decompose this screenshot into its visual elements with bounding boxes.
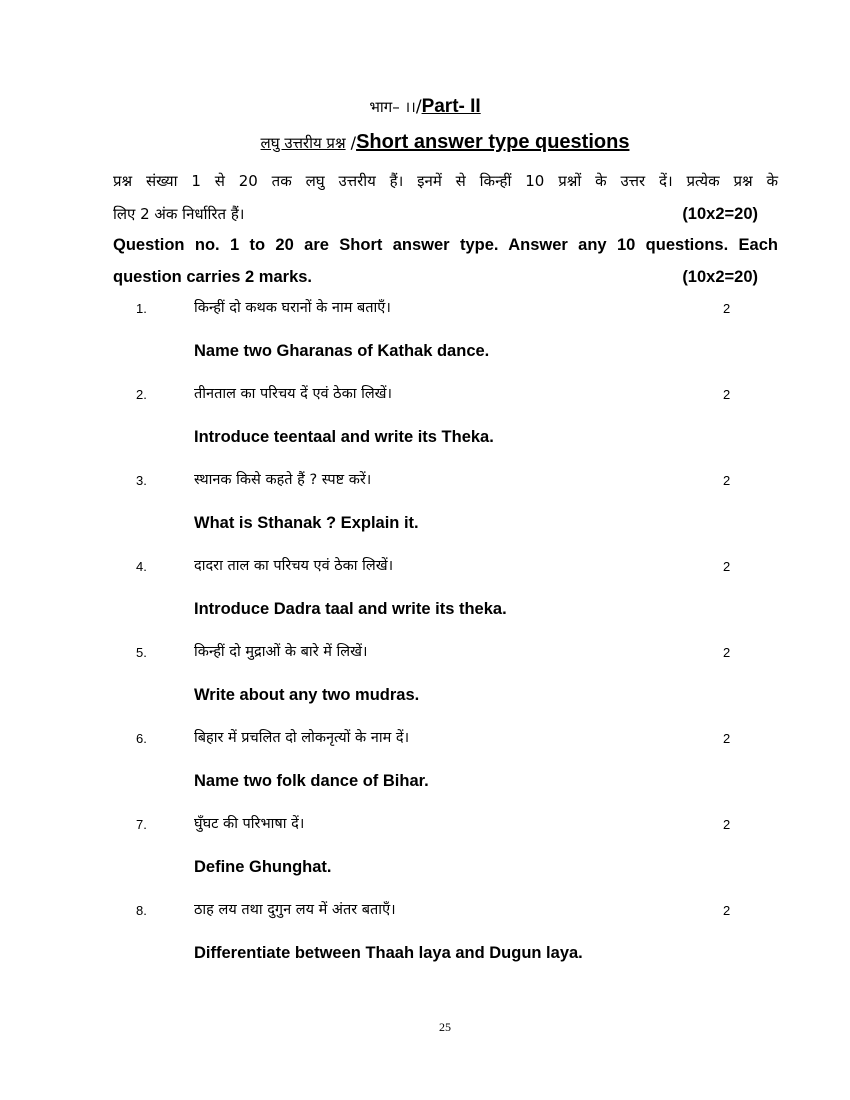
question-english: Name two folk dance of Bihar. — [194, 772, 429, 790]
question-marks: 2 — [723, 387, 731, 402]
instructions-english-line1: Question no. 1 to 20 are Short answer type. Answer any 10 questions. Each — [113, 236, 778, 254]
part-title-separator: / — [415, 97, 422, 117]
question-marks: 2 — [723, 301, 731, 316]
question-marks: 2 — [723, 731, 731, 746]
question-english: Define Ghunghat. — [194, 858, 332, 876]
question-marks: 2 — [723, 903, 731, 918]
question-english: Name two Gharanas of Kathak dance. — [194, 342, 490, 360]
question-number: 7. — [136, 817, 147, 832]
instructions-english-marks: (10x2=20) — [682, 268, 758, 286]
question-hindi: किन्हीं दो कथक घरानों के नाम बताएँ। — [194, 300, 391, 316]
question-hindi: किन्हीं दो मुद्राओं के बारे में लिखें। — [194, 644, 368, 660]
question-number: 6. — [136, 731, 147, 746]
question-marks: 2 — [723, 559, 731, 574]
question-number: 1. — [136, 301, 147, 316]
question-english: Write about any two mudras. — [194, 686, 420, 704]
question-marks: 2 — [723, 473, 731, 488]
question-hindi: घुँघट की परिभाषा दें। — [194, 816, 305, 832]
question-marks: 2 — [723, 817, 731, 832]
section-title-separator: / — [350, 133, 357, 152]
question-english: Introduce teentaal and write its Theka. — [194, 428, 494, 446]
part-title — [0, 96, 850, 118]
part-title-hindi: भाग– ।। — [369, 98, 416, 116]
section-title-hindi: लघु उत्तरीय प्रश्न — [260, 134, 346, 152]
instructions-hindi-line1: प्रश्न संख्या 1 से 20 तक लघु उत्तरीय हैं। इनमें से किन्हीं 10 प्रश्नों के उत्तर दें। प्रत्येक प्रश्न के — [113, 172, 778, 190]
question-english: Differentiate between Thaah laya and Dugun laya. — [194, 944, 583, 962]
question-hindi: दादरा ताल का परिचय एवं ठेका लिखें। — [194, 558, 394, 574]
page-number: 25 — [439, 1020, 451, 1034]
question-hindi: ठाह लय तथा दुगुन लय में अंतर बताएँ। — [194, 902, 396, 918]
question-hindi: बिहार में प्रचलित दो लोकनृत्यों के नाम दें। — [194, 730, 410, 746]
question-marks: 2 — [723, 645, 731, 660]
question-english: Introduce Dadra taal and write its theka. — [194, 600, 507, 618]
question-number: 2. — [136, 387, 147, 402]
question-number: 5. — [136, 645, 147, 660]
question-number: 4. — [136, 559, 147, 574]
instructions-hindi-marks: (10x2=20) — [682, 205, 758, 223]
instructions-english-line2: question carries 2 marks. — [113, 268, 313, 286]
instructions-hindi-line2: लिए 2 अंक निर्धारित हैं। — [113, 205, 245, 223]
part-title-english: Part- II — [421, 96, 481, 117]
question-hindi: तीनताल का परिचय दें एवं ठेका लिखें। — [194, 386, 393, 402]
question-number: 8. — [136, 903, 147, 918]
question-english: What is Sthanak ? Explain it. — [194, 514, 419, 532]
section-title — [0, 131, 850, 154]
section-title-english: Short answer type questions — [356, 131, 630, 153]
question-number: 3. — [136, 473, 147, 488]
question-hindi: स्थानक किसे कहते हैं ? स्पष्ट करें। — [194, 472, 372, 488]
